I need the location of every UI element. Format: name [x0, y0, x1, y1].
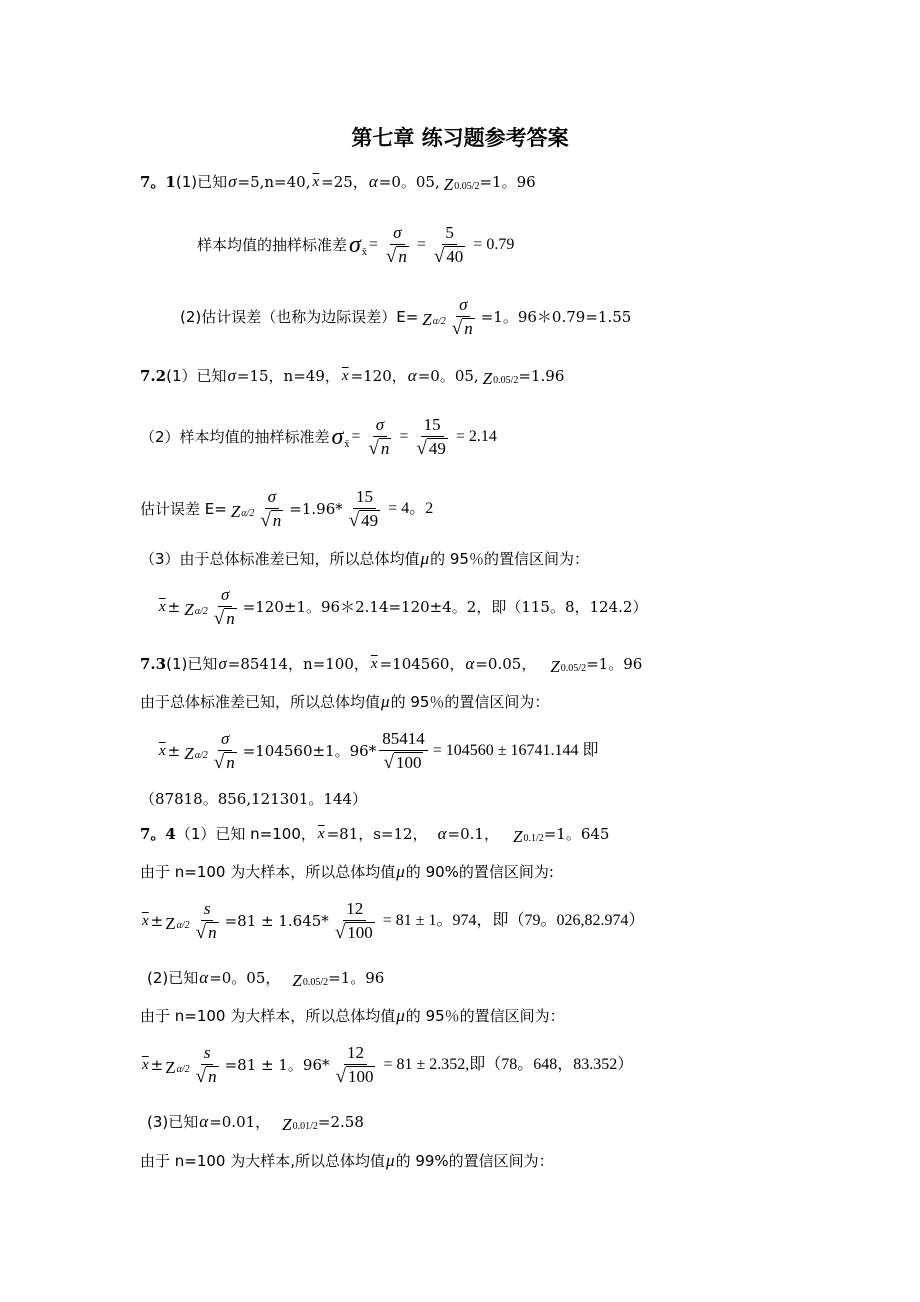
z-symbol: Z: [165, 1058, 176, 1077]
sigma-symbol: σ: [331, 424, 344, 450]
problem-7-2-ci-formula: [157, 582, 647, 632]
alpha-value: =0。05,: [417, 367, 479, 385]
z-symbol: Z: [443, 175, 454, 194]
given-text: (1)已知: [166, 655, 218, 673]
mu-symbol: μ: [386, 1151, 395, 1170]
alpha-value: =0。05，: [209, 969, 281, 987]
z-subscript: α/2: [176, 1064, 190, 1075]
ci-intro: 由于 n=100 为大样本,所以总体均值: [140, 1152, 386, 1170]
xbar-symbol: $\overline{x}$: [370, 656, 378, 672]
given-text: (3)已知: [147, 1113, 199, 1131]
problem-7-4-p3-given: [147, 1112, 364, 1132]
equals: =: [399, 428, 409, 445]
problem-7-3-ci-intro: [140, 692, 549, 712]
sigma-symbol: σ: [349, 232, 361, 258]
equals: =: [368, 236, 378, 253]
z-symbol: Z: [165, 914, 176, 933]
se-result: = 0.79: [473, 236, 515, 253]
plus-minus: ±: [150, 912, 164, 930]
ci-intro: 由于总体标准差已知，所以总体均值: [140, 693, 381, 711]
z-subscript: α/2: [241, 508, 255, 519]
sigma-value: =85414，n=100，: [227, 655, 369, 673]
z-symbol: Z: [230, 502, 241, 521]
error-result: =1。96＊0.79=1.55: [480, 308, 632, 326]
sigma-over-root-n: σ √ n: [213, 728, 235, 773]
error-result: = 4。2: [388, 500, 434, 517]
equals: =: [351, 428, 361, 445]
se-label: （2）样本均值的抽样标准差: [140, 428, 330, 446]
given-text: (2)已知: [147, 969, 199, 987]
z-symbol: Z: [550, 657, 560, 676]
z-subscript: α/2: [194, 750, 208, 761]
s-over-root-n: s √ n: [195, 898, 217, 943]
denominator: 100: [347, 922, 373, 942]
problem-7-2-estimation-error: [140, 484, 435, 534]
ci-intro-tail: 的 95％的置信区间为：: [405, 1007, 565, 1025]
z-symbol: Z: [282, 1115, 292, 1134]
xbar-symbol: $\overline{x}$: [142, 913, 149, 929]
problem-7-1-standard-error: [197, 220, 516, 270]
problem-7-4-p3-intro: [140, 1151, 554, 1171]
ci-mid: =81 ± 1.645*: [224, 912, 329, 930]
given-text: (1）已知: [166, 367, 227, 385]
alpha-symbol: α: [437, 824, 447, 843]
se-fraction: 15 √ 49: [416, 414, 446, 459]
numerator: 12: [344, 1043, 367, 1065]
error-mid: =1.96*: [289, 500, 343, 518]
numerator: 85414: [379, 729, 428, 751]
alpha-value: =0.1，: [447, 825, 499, 843]
z-value: =1。96: [479, 173, 536, 191]
denominator: n: [226, 608, 235, 628]
sigma-over-root-n: σ √ n: [385, 222, 407, 267]
problem-7-2-ci-intro: [140, 549, 589, 569]
error-fraction: 15 √ 49: [348, 486, 379, 531]
numerator: 15: [421, 415, 444, 437]
denominator: n: [208, 922, 217, 942]
mu-symbol: μ: [396, 1006, 405, 1025]
denominator: n: [380, 438, 390, 458]
error-label: 估计误差 E=: [140, 500, 227, 518]
alpha-value: =0。05,: [378, 173, 440, 191]
alpha-symbol: α: [407, 366, 417, 385]
ci-result: = 81 ± 1。974，即（79。026,82.974）: [382, 912, 645, 929]
alpha-value: =0.01，: [209, 1113, 271, 1131]
z-subscript: 0.05/2: [302, 977, 329, 988]
ci-intro: 由于 n=100 为大样本，所以总体均值: [140, 1007, 396, 1025]
xbar-symbol: $\overline{x}$: [142, 1057, 149, 1073]
plus-minus: ±: [167, 598, 181, 616]
plus-minus: ±: [167, 742, 181, 760]
ci-intro-tail: 的 95％的置信区间为：: [390, 693, 550, 711]
problem-7-1-estimation-error: [180, 292, 631, 342]
xbar-value: =120，: [350, 367, 407, 385]
z-symbol: Z: [422, 310, 432, 329]
numerator: 15: [353, 487, 376, 509]
xbar-symbol: $\overline{x}$: [159, 599, 166, 615]
sigma-over-root-n: σ √ n: [213, 584, 235, 629]
z-symbol: Z: [184, 600, 194, 619]
z-subscript: α/2: [432, 316, 446, 327]
z-value: =1.96: [518, 367, 565, 385]
numerator: σ: [456, 295, 470, 317]
z-symbol: Z: [512, 827, 523, 846]
z-value: =2.58: [317, 1113, 364, 1131]
ci-intro: 由于 n=100 为大样本，所以总体均值: [140, 863, 396, 881]
denominator: n: [398, 246, 407, 266]
ci-fraction: 12 √ 100: [334, 898, 373, 943]
numerator: s: [201, 1043, 214, 1065]
ci-intro: （3）由于总体标准差已知，所以总体均值: [140, 550, 420, 568]
ci-mid: =81 ± 1。96*: [224, 1056, 330, 1074]
z-subscript: 0.05/2: [454, 181, 480, 192]
se-fraction: 5 √ 40: [433, 222, 464, 267]
xbar-symbol: $\overline{x}$: [159, 743, 166, 759]
sigma-value: =15，n=49，: [236, 367, 340, 385]
ci-intro-tail: 的 90%的置信区间为:: [405, 863, 554, 881]
problem-label: 7.3: [140, 655, 167, 673]
se-result: = 2.14: [455, 428, 497, 445]
problem-7-4-p1-intro: [140, 862, 554, 882]
sigma-symbol: σ: [227, 366, 236, 385]
denominator: 40: [446, 246, 464, 266]
sigma-symbol: σ: [218, 654, 227, 673]
problem-7-4-p2-formula: [140, 1040, 635, 1090]
z-symbol: Z: [292, 971, 302, 990]
ci-mid: =104560±1。96*: [242, 742, 377, 760]
numerator: 12: [343, 899, 366, 921]
given-text: （1）已知 n=100，: [175, 825, 316, 843]
denominator: n: [208, 1066, 217, 1086]
denominator: n: [272, 510, 282, 530]
denominator: 49: [428, 438, 446, 458]
numerator: s: [201, 899, 214, 921]
alpha-symbol: α: [199, 1112, 209, 1131]
numerator: σ: [390, 223, 404, 245]
denominator: 100: [347, 1066, 374, 1086]
xbar-symbol: $\overline{x}$: [341, 368, 349, 384]
z-subscript: α/2: [194, 606, 208, 617]
numerator: σ: [218, 585, 232, 607]
xbar-symbol: $\overline{x}$: [317, 826, 325, 842]
sigma-symbol: σ: [228, 172, 237, 191]
denominator: n: [464, 318, 473, 338]
numerator: σ: [373, 415, 387, 437]
z-value: =1。96: [586, 655, 643, 673]
xbar-subscript: x̄: [361, 247, 367, 258]
plus-minus: ±: [150, 1056, 164, 1074]
xbar-value: =104560，: [379, 655, 465, 673]
denominator: n: [226, 752, 235, 772]
problem-7-4-p2-given: [147, 968, 384, 988]
xbar-value: =81，s=12，: [326, 825, 428, 843]
problem-7-3-ci-formula: [157, 726, 601, 776]
ci-fraction: 12 √ 100: [335, 1042, 374, 1087]
problem-7-2-standard-error: [140, 412, 499, 462]
z-symbol: Z: [184, 744, 194, 763]
xbar-symbol: $\overline{x}$: [312, 174, 320, 190]
error-label: (2)估计误差（也称为边际误差）E=: [180, 308, 419, 326]
z-value: =1。96: [328, 969, 385, 987]
ci-result: = 81 ± 2.352,即（78。648，83.352）: [383, 1056, 634, 1073]
numerator: 5: [442, 223, 457, 245]
ci-intro-tail: 的 99%的置信区间为：: [395, 1152, 554, 1170]
numerator: σ: [218, 729, 232, 751]
z-subscript: 0.05/2: [493, 375, 519, 386]
problem-7-3-given: [140, 654, 642, 674]
ci-result: = 104560 ± 16741.144 即: [432, 742, 599, 759]
z-subscript: α/2: [176, 920, 190, 931]
ci-intro-tail: 的 95％的置信区间为：: [430, 550, 589, 568]
ci-fraction: 85414 √ 100: [379, 729, 428, 774]
s-over-root-n: s √ n: [195, 1042, 217, 1087]
z-subscript: 0.05/2: [560, 663, 587, 674]
sigma-over-root-n: σ √ n: [451, 294, 473, 339]
problem-label: 7。1: [140, 173, 176, 191]
given-text: (1)已知: [175, 173, 228, 191]
sigma-value: =5,n=40,: [237, 173, 311, 191]
mu-symbol: μ: [396, 862, 405, 881]
alpha-symbol: α: [368, 172, 378, 191]
ci-interval: （87818。856,121301。144）: [140, 790, 368, 808]
mu-symbol: μ: [420, 549, 430, 568]
ci-result: =120±1。96＊2.14=120±4。2，即（115。8，124.2）: [242, 598, 648, 616]
z-subscript: 0.01/2: [292, 1121, 318, 1132]
xbar-value: =25，: [321, 173, 368, 191]
alpha-value: =0.05，: [475, 655, 537, 673]
problem-7-2-given: [140, 366, 564, 386]
z-subscript: 0.1/2: [523, 833, 544, 844]
page-title: 第七章 练习题参考答案: [351, 126, 569, 150]
problem-7-4-p1-formula: [140, 896, 647, 946]
z-value: =1。645: [543, 825, 610, 843]
z-symbol: Z: [482, 369, 493, 388]
alpha-symbol: α: [199, 968, 209, 987]
denominator: 100: [395, 752, 422, 772]
denominator: 49: [361, 510, 379, 530]
problem-label: 7。4: [140, 825, 176, 843]
alpha-symbol: α: [465, 654, 475, 673]
se-label: 样本均值的抽样标准差: [197, 236, 348, 254]
sigma-over-root-n: σ √ n: [368, 414, 390, 459]
problem-7-1-given: [140, 172, 536, 192]
problem-7-4-p2-intro: [140, 1006, 565, 1026]
equals: =: [416, 236, 426, 253]
numerator: σ: [265, 487, 279, 509]
problem-label: 7.2: [140, 367, 167, 385]
sigma-over-root-n: σ √ n: [260, 486, 282, 531]
problem-7-3-interval: [140, 789, 367, 809]
mu-symbol: μ: [381, 692, 390, 711]
xbar-subscript: x̄: [344, 439, 350, 450]
problem-7-4-given: [140, 824, 609, 844]
